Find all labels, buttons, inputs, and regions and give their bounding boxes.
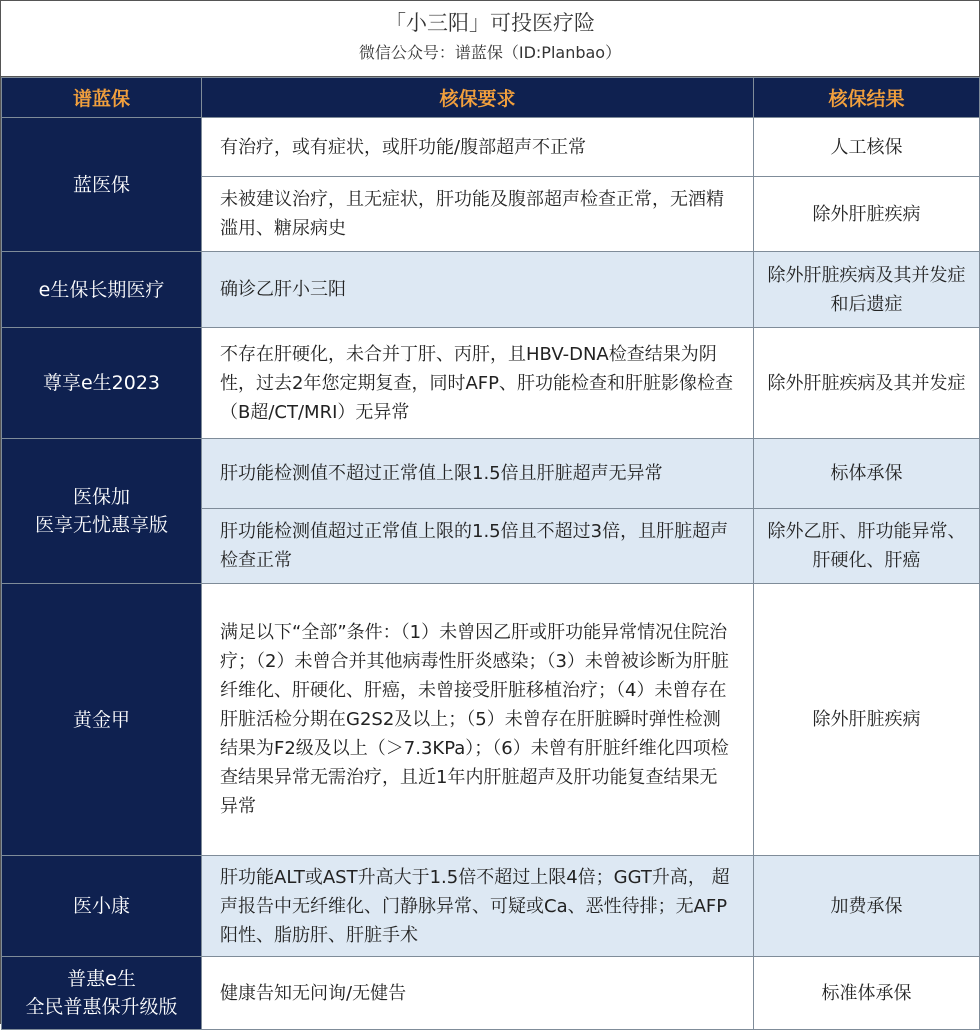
result-cell: 除外肝脏疾病 (754, 584, 980, 856)
table-row (2, 328, 980, 439)
product-name (2, 439, 202, 584)
requirement-cell: 满足以下“全部”条件：（1）未曾因乙肝或肝功能异常情况住院治疗；（2）未曾合并其他病毒性肝炎感染；（3）未曾被诊断为肝脏纤维化、肝硬化、肝癌，未曾接受肝脏移植治疗；（4）未曾存在肝脏活检分期在G2S2及以上；（5）未曾存在肝脏瞬时弹性检测结果为F2级及以上（＞7.3KPa）；（6）未曾有肝脏纤维化四项检查结果异常无需治疗，且近1年内肝脏超声及肝功能复查结果无异常 (202, 584, 754, 856)
column-header-requirement: 核保要求 (202, 78, 754, 118)
requirement-cell: 有治疗，或有症状，或肝功能/腹部超声不正常 (202, 118, 754, 177)
column-header-product: 谱蓝保 (2, 78, 202, 118)
table-row (2, 584, 980, 856)
product-name: 蓝医保 (2, 118, 202, 252)
product-name: e生保长期医疗 (2, 252, 202, 328)
result-cell: 标准体承保 (754, 957, 980, 1030)
table-row (2, 118, 980, 177)
requirement-cell: 不存在肝硬化，未合并丁肝、丙肝，且HBV-DNA检查结果为阴性，过去2年您定期复查，同时AFP、肝功能检查和肝脏影像检查（B超/CT/MRI）无异常 (202, 328, 754, 439)
table-row (2, 439, 980, 509)
result-cell: 除外肝脏疾病 (754, 177, 980, 252)
requirement-cell: 确诊乙肝小三阳 (202, 252, 754, 328)
result-cell: 人工核保 (754, 118, 980, 177)
product-name (2, 957, 202, 1030)
result-cell: 标体承保 (754, 439, 980, 509)
result-cell: 除外肝脏疾病及其并发症和后遗症 (754, 252, 980, 328)
page-subtitle: 微信公众号：谱蓝保（ID:Planbao） (358, 43, 622, 62)
table-row (2, 856, 980, 957)
title-block (1, 1, 979, 77)
product-name: 黄金甲 (2, 584, 202, 856)
underwriting-table (1, 77, 980, 1030)
result-cell: 加费承保 (754, 856, 980, 957)
requirement-cell: 肝功能检测值不超过正常值上限1.5倍且肝脏超声无异常 (202, 439, 754, 509)
table-row (2, 957, 980, 1030)
requirement-cell: 肝功能ALT或AST升高大于1.5倍不超过上限4倍；GGT升高， 超声报告中无纤维化、门静脉异常、可疑或Ca、恶性待排；无AFP阳性、脂肪肝、肝脏手术 (202, 856, 754, 957)
result-cell: 除外肝脏疾病及其并发症 (754, 328, 980, 439)
product-name-line: 医保加 (72, 486, 130, 508)
product-name-line: 医享无忧惠享版 (34, 514, 168, 536)
product-name: 医小康 (2, 856, 202, 957)
table-row (2, 252, 980, 328)
product-name: 尊享e生2023 (2, 328, 202, 439)
requirement-cell: 未被建议治疗，且无症状，肝功能及腹部超声检查正常，无酒精滥用、糖尿病史 (202, 177, 754, 252)
result-cell: 除外乙肝、肝功能异常、肝硬化、肝癌 (754, 509, 980, 584)
column-header-result: 核保结果 (754, 78, 980, 118)
table-header-row (2, 78, 980, 118)
requirement-cell: 肝功能检测值超过正常值上限的1.5倍且不超过3倍，且肝脏超声检查正常 (202, 509, 754, 584)
product-name-line: 普惠e生 (67, 968, 136, 990)
page-title: 「小三阳」可投医疗险 (385, 11, 595, 35)
product-name-line: 全民普惠保升级版 (25, 996, 178, 1018)
requirement-cell: 健康告知无问询/无健告 (202, 957, 754, 1030)
